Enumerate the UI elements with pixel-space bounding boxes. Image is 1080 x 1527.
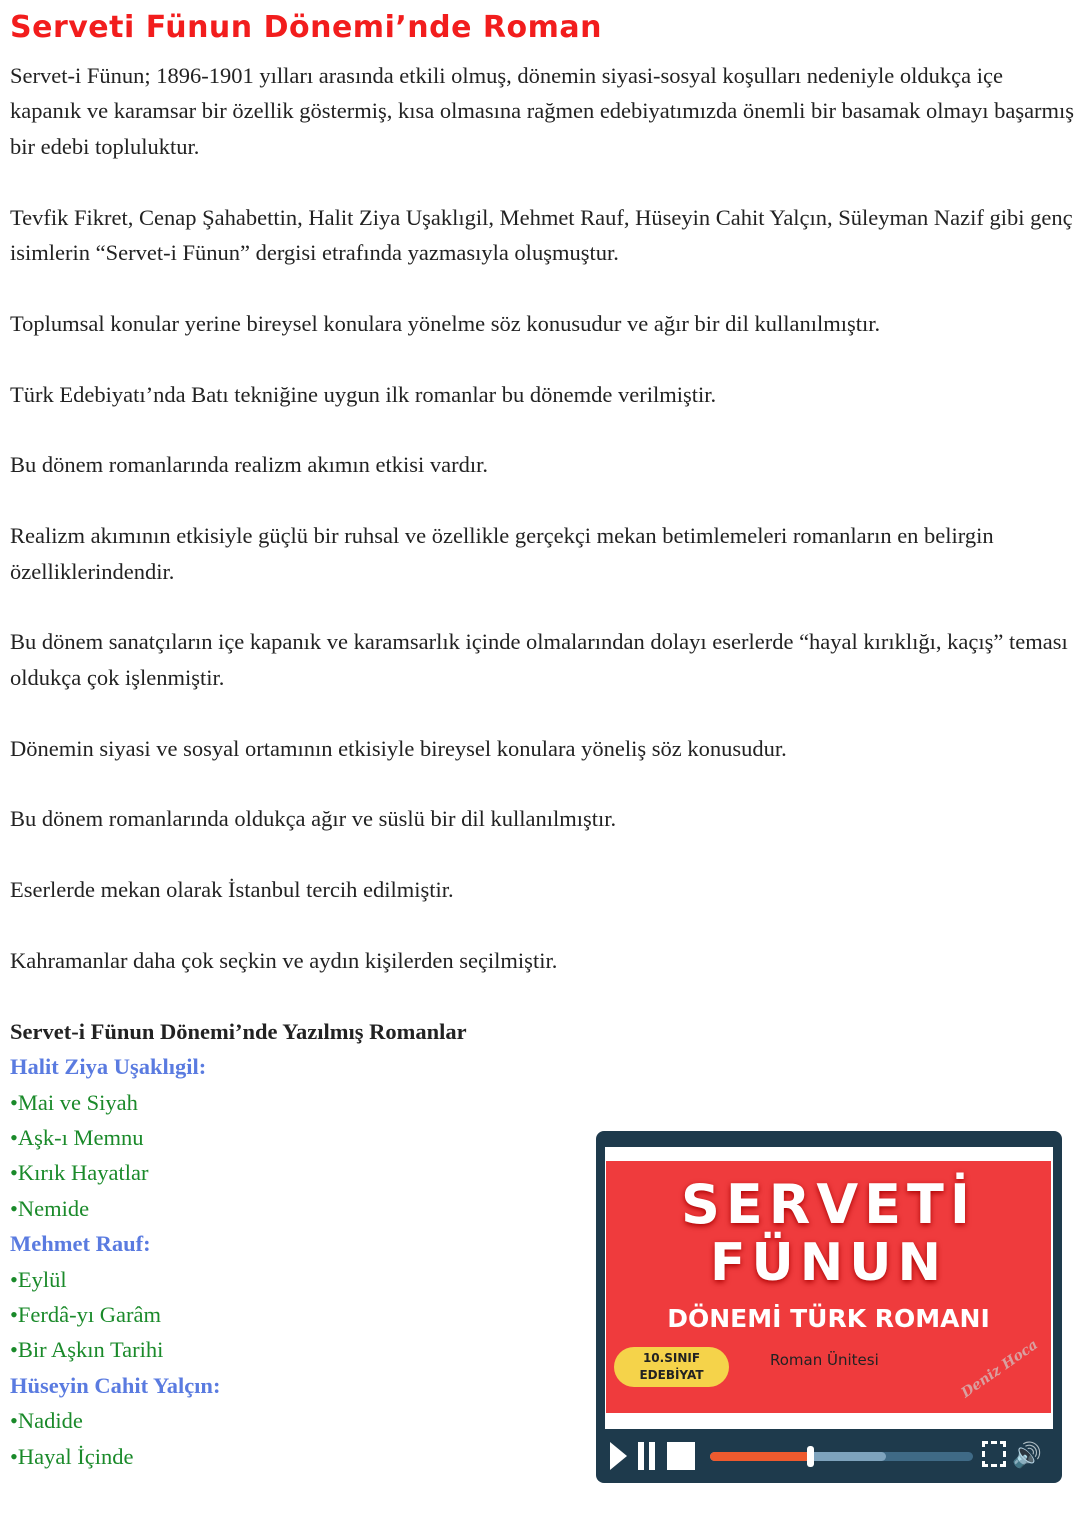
video-controls [610,1439,1050,1475]
fullscreen-icon[interactable] [982,1441,1006,1467]
paragraph: Servet-i Fünun; 1896-1901 yılları arasında etkili olmuş, dönemin siyasi-sosyal koşulları nedeniyle oldukça içe kapanık ve karamsar bir özellik göstermiş, kısa olmasına rağmen edebiyatımızda önemli bir basamak olmayı başarmış bir edebi topluluktur. [10,63,1075,159]
play-icon[interactable] [610,1442,627,1470]
speaker-icon[interactable]: 🔊 [1012,1441,1042,1469]
paragraph: Bu dönem romanlarında realizm akımın etkisi vardır. [10,452,488,478]
page-title: Serveti Fünun Dönemi’nde Roman [10,10,602,45]
list-item: •Aşk-ı Memnu [10,1125,144,1151]
paragraph: Eserlerde mekan olarak İstanbul tercih edilmiştir. [10,877,454,903]
list-item: •Eylül [10,1266,67,1292]
progress-fill [710,1452,810,1461]
novels-heading: Servet-i Fünun Dönemi’nde Yazılmış Romanlar [10,1018,467,1044]
video-player[interactable] [596,1131,1062,1483]
paragraph: Bu dönem romanlarında oldukça ağır ve süslü bir dil kullanılmıştır. [10,806,617,832]
pause-icon[interactable] [638,1442,658,1470]
author-name: Halit Ziya Uşaklıgil: [10,1054,207,1080]
signature: Deniz Hoca [958,1336,1042,1402]
list-item: •Bir Aşkın Tarihi [10,1337,164,1363]
paragraph: Tevfik Fikret, Cenap Şahabettin, Halit Ziya Uşaklıgil, Mehmet Rauf, Hüseyin Cahit Yalçın, Süleyman Nazif gibi genç isimlerin “Servet-i Fünun” dergisi etrafında yazmasıyla oluşmuştur. [10,204,1073,266]
list-item: •Kırık Hayatlar [10,1160,149,1186]
list-item: •Nemide [10,1195,90,1221]
paragraph: Realizm akımının etkisiyle güçlü bir ruhsal ve özellikle gerçekçi mekan betimlemeleri romanların en belirgin özelliklerindendir. [10,523,994,584]
grade-badge [614,1347,729,1387]
video-thumbnail [606,1161,1051,1413]
progress-handle[interactable] [807,1446,814,1467]
thumbnail-title: FÜNUN [709,1233,947,1293]
badge-line: EDEBİYAT [639,1368,704,1382]
list-item: •Nadide [10,1408,83,1434]
video-screen[interactable] [605,1147,1053,1429]
author-name: Mehmet Rauf: [10,1231,151,1257]
paragraph: Dönemin siyasi ve sosyal ortamının etkisiyle bireysel konulara yöneliş söz konusudur. [10,735,787,761]
thumbnail-subtitle: DÖNEMİ TÜRK ROMANI [667,1304,990,1333]
paragraph: Türk Edebiyatı’nda Batı tekniğine uygun ilk romanlar bu dönemde verilmiştir. [10,381,717,407]
list-item: •Hayal İçinde [10,1443,134,1469]
paragraph: Bu dönem sanatçıların içe kapanık ve karamsarlık içinde olmalarından dolayı eserlerde “hayal kırıklığı, kaçış” teması oldukça çok işlenmiştir. [10,629,1068,690]
paragraph: Toplumsal konular yerine bireysel konulara yönelme söz konusudur ve ağır bir dil kullanılmıştır. [10,310,881,336]
list-item: •Mai ve Siyah [10,1089,138,1115]
unit-label: Roman Ünitesi [770,1351,879,1369]
paragraph: Kahramanlar daha çok seçkin ve aydın kişilerden seçilmiştir. [10,948,558,973]
badge-line: 10.SINIF [642,1351,701,1365]
progress-bar[interactable] [710,1452,973,1461]
list-item: •Ferdâ-yı Garâm [10,1302,161,1328]
author-name: Hüseyin Cahit Yalçın: [10,1372,221,1398]
thumbnail-title: SERVETİ [681,1173,976,1236]
stop-icon[interactable] [667,1442,695,1470]
